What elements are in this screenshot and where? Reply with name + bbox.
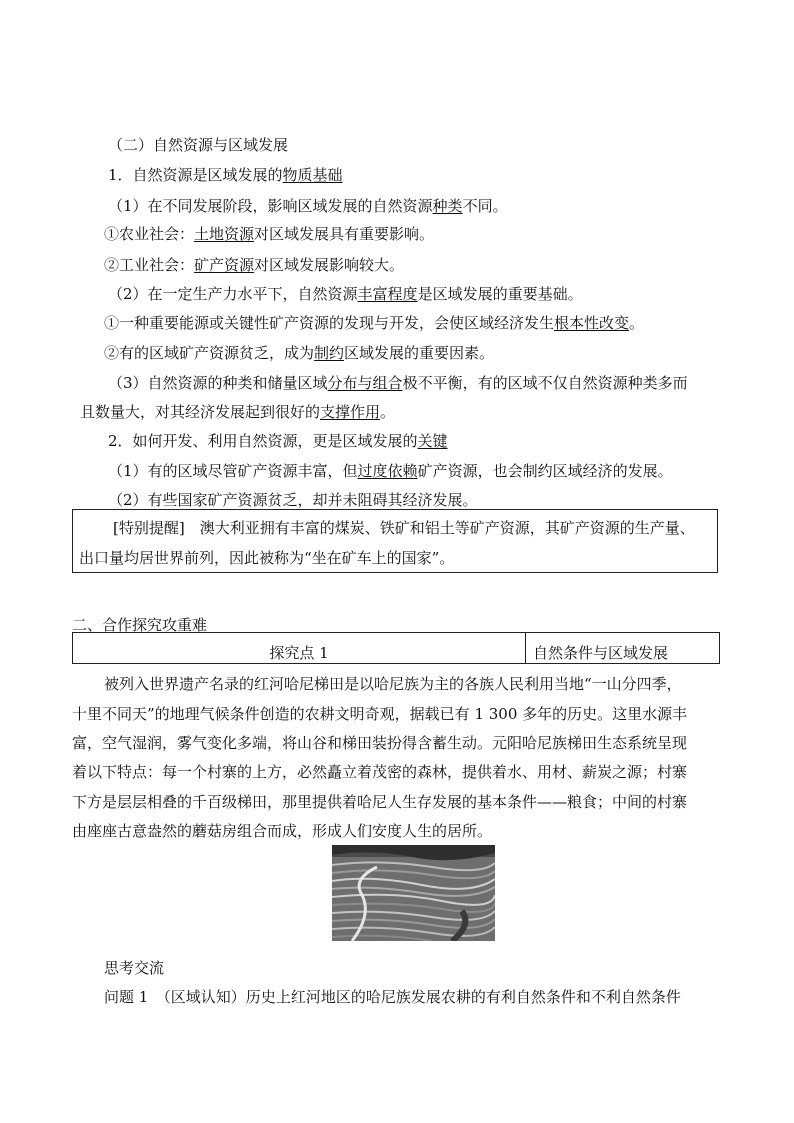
point-1-1 [108,196,508,216]
exploration-table [72,632,720,664]
industrial-society-suffix: 对区域发展影响较大。 [254,256,405,274]
agri-society [104,224,434,244]
point-2-keyword: 关键 [417,432,448,450]
point-2 [108,431,448,451]
industrial-society [104,255,404,275]
question-1: 问题 1 （区域认知）历史上红河地区的哈尼族发展农耕的有利自然条件和不利自然条件 [104,988,681,1006]
key-resource-suffix: 。 [629,314,645,332]
point-1-2-text: （2）在一定生产力水平下，自然资源 [108,285,358,303]
point-1-3-cont-suffix: 。 [380,403,396,421]
industrial-society-keyword: 矿产资源 [194,256,255,274]
section-2-title: 二、合作探究攻重难 [72,616,208,634]
point-1-3-suffix: 极不平衡，有的区域不仅自然资源种类多而 [402,374,688,392]
passage-line-2: 十里不同天”的地理气候条件创造的农耕文明奇观，据载已有 1 300 多年的历史。这里水源丰 [72,705,688,723]
point-2-1-suffix: 矿产资源，也会制约区域经济的发展。 [417,462,673,480]
point-1-1-keyword: 种类 [432,197,463,215]
point-1-3 [108,373,688,393]
key-resource-text: ①一种重要能源或关键性矿产资源的发现与开发，会使区域经济发生 [104,314,555,332]
resource-poverty-suffix: 区域发展的重要因素。 [344,344,495,362]
section-title: （二）自然资源与区域发展 [108,136,289,154]
point-1-text: 1．自然资源是区域发展的 [108,166,283,184]
point-1-3-cont [80,402,395,422]
resource-poverty [104,343,494,363]
resource-poverty-text: ②有的区域矿产资源贫乏，成为 [104,344,315,362]
special-reminder-box [72,509,718,573]
point-1-2-keyword: 丰富程度 [357,285,418,303]
key-resource-discovery [104,313,644,333]
topic-cell: 自然条件与区域发展 [533,644,669,662]
point-1-2-suffix: 是区域发展的重要基础。 [417,285,583,303]
point-2-1-keyword: 过度依赖 [357,462,418,480]
passage-line-5: 下方是层层相叠的千百级梯田，那里提供着哈尼人生存发展的基本条件——粮食；中间的村寨 [72,793,688,811]
passage-line-6: 由座座古意盎然的蘑菇房组合而成，形成人们安度人生的居所。 [72,822,493,840]
reminder-line-2: 出口量均居世界前列，因此被称为“坐在矿车上的国家”。 [79,549,455,567]
passage-line-1: 被列入世界遗产名录的红河哈尼梯田是以哈尼族为主的各族人民利用当地“一山分四季， [104,675,682,693]
point-1-2 [108,284,583,304]
point-1-3-keyword: 分布与组合 [327,374,403,392]
point-1-1-text: （1）在不同发展阶段，影响区域发展的自然资源 [108,197,433,215]
terrace-photo [332,845,495,941]
passage-line-3: 富，空气湿润，雾气变化多端，将山谷和梯田装扮得含蓄生动。元阳哈尼族梯田生态系统呈现 [72,734,688,752]
key-resource-keyword: 根本性改变 [554,314,630,332]
exploration-point-cell: 探究点 1 [73,633,526,663]
point-2-1 [108,461,673,481]
point-1 [108,165,343,185]
agri-society-text: ①农业社会： [104,225,195,243]
discussion-title: 思考交流 [104,959,165,977]
point-1-3-cont-text: 且数量大，对其经济发展起到很好的 [80,403,321,421]
industrial-society-text: ②工业社会： [104,256,195,274]
point-1-keyword: 物质基础 [282,166,343,184]
point-1-3-cont-keyword: 支撑作用 [320,403,381,421]
point-2-1-text: （1）有的区域尽管矿产资源丰富，但 [108,462,358,480]
point-2-text: 2．如何开发、利用自然资源，更是区域发展的 [108,432,418,450]
resource-poverty-keyword: 制约 [314,344,345,362]
reminder-line-1: [特别提醒] 澳大利亚拥有丰富的煤炭、铁矿和铝土等矿产资源，其矿产资源的生产量、 [113,519,695,537]
point-1-1-suffix: 不同。 [462,197,508,215]
point-2-2: （2）有些国家矿产资源贫乏，却并未阻碍其经济发展。 [108,491,478,509]
passage-line-4: 着以下特点：每一个村寨的上方，必然矗立着茂密的森林，提供着水、用材、薪炭之源；村寨 [72,763,688,781]
point-1-3-text: （3）自然资源的种类和储量区域 [108,374,328,392]
agri-society-suffix: 对区域发展具有重要影响。 [254,225,435,243]
agri-society-keyword: 土地资源 [194,225,255,243]
